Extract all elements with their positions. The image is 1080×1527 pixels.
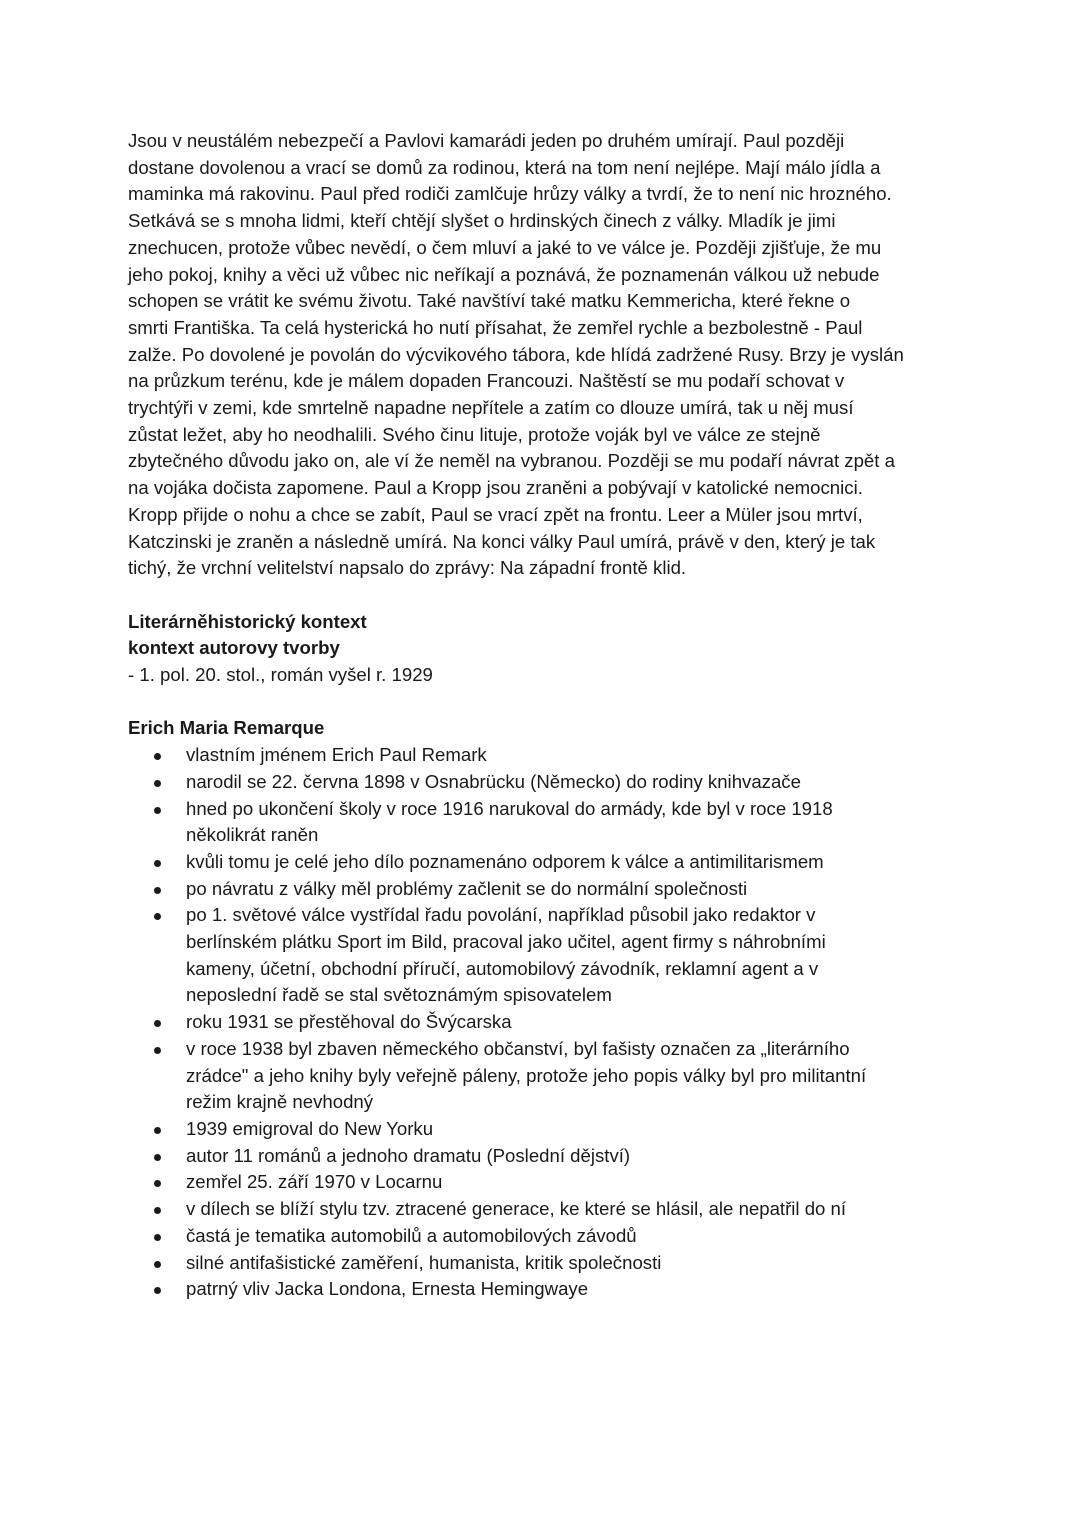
bullet-icon — [154, 807, 161, 814]
list-item-text: režim krajně nevhodný — [186, 1091, 374, 1113]
author-heading: Erich Maria Remarque — [128, 717, 325, 739]
list-item — [128, 849, 958, 876]
list-item-text: neposlední řadě se stal světoznámým spisovatelem — [186, 984, 612, 1006]
bullet-icon — [154, 1047, 161, 1054]
bullet-icon — [154, 780, 161, 787]
bullet-icon — [154, 1180, 161, 1187]
list-item — [128, 902, 958, 1009]
context-section — [128, 609, 958, 689]
list-item-text: po návratu z války měl problémy začlenit se do normální společnosti — [186, 877, 748, 899]
paragraph-line: na průzkum terénu, kde je málem dopaden Francouzi. Naštěstí se mu podaří schovat v — [128, 370, 845, 392]
list-item — [128, 1169, 958, 1196]
list-item — [128, 769, 958, 796]
author-bullet-list — [128, 742, 958, 1303]
paragraph-line: dostane dovolenou a vrací se domů za rodinou, která na tom není nejlépe. Mají málo jídla a — [128, 156, 881, 178]
list-item-text: kvůli tomu je celé jeho dílo poznamenáno odporem k válce a antimilitarismem — [186, 850, 824, 872]
paragraph-line: schopen se vrátit ke svému životu. Také navštíví také matku Kemmericha, které řekne o — [128, 290, 851, 312]
list-item-text: vlastním jménem Erich Paul Remark — [186, 744, 487, 766]
paragraph-line: maminka má rakovinu. Paul před rodiči zamlčuje hrůzy války a tvrdí, že to není nic hrozného. — [128, 183, 892, 205]
list-item — [128, 1250, 958, 1277]
list-item — [128, 876, 958, 903]
bullet-icon — [154, 1127, 161, 1134]
summary-paragraph — [128, 128, 958, 582]
list-item-text: 1939 emigroval do New Yorku — [186, 1117, 434, 1139]
paragraph-line: trychtýři v zemi, kde smrtelně napadne nepřítele a zatím co dlouze umírá, tak u něj musí — [128, 397, 854, 419]
document-page — [128, 128, 958, 1303]
bullet-icon — [154, 1154, 161, 1161]
bullet-icon — [154, 860, 161, 867]
list-item-text: zrádce" a jeho knihy byly veřejně páleny, protože jeho popis války byl pro militantní — [186, 1064, 867, 1086]
list-item-text: silné antifašistické zaměření, humanista, kritik společnosti — [186, 1251, 662, 1273]
list-item-text: kameny, účetní, obchodní příručí, automobilový závodník, reklamní agent a v — [186, 957, 819, 979]
list-item — [128, 1196, 958, 1223]
list-item-text: roku 1931 se přestěhoval do Švýcarska — [186, 1011, 512, 1033]
bullet-icon — [154, 1261, 161, 1268]
list-item-text: patrný vliv Jacka Londona, Ernesta Hemingwaye — [186, 1278, 589, 1300]
list-item — [128, 1009, 958, 1036]
bullet-icon — [154, 887, 161, 894]
context-note: - 1. pol. 20. stol., román vyšel r. 1929 — [128, 664, 433, 686]
paragraph-line: jeho pokoj, knihy a věci už vůbec nic neříkají a poznává, že poznamenán válkou už nebude — [128, 263, 880, 285]
spacer — [128, 582, 958, 609]
list-item-text: častá je tematika automobilů a automobilových závodů — [186, 1224, 637, 1246]
list-item — [128, 742, 958, 769]
context-subheading: kontext autorovy tvorby — [128, 637, 340, 659]
bullet-icon — [154, 1287, 161, 1294]
list-item-text: několikrát raněn — [186, 824, 319, 846]
paragraph-line: Jsou v neustálém nebezpečí a Pavlovi kamarádi jeden po druhém umírají. Paul později — [128, 130, 845, 151]
list-item — [128, 1036, 958, 1116]
list-item — [128, 1276, 958, 1303]
list-item-text: v dílech se blíží stylu tzv. ztracené generace, ke které se hlásil, ale nepatřil do ní — [186, 1198, 847, 1220]
list-item — [128, 1116, 958, 1143]
list-item — [128, 796, 958, 849]
paragraph-line: tichý, že vrchní velitelství napsalo do zprávy: Na západní frontě klid. — [128, 557, 687, 579]
list-item-text: zemřel 25. září 1970 v Locarnu — [186, 1171, 443, 1193]
paragraph-line: Katczinski je zraněn a následně umírá. Na konci války Paul umírá, právě v den, který je tak — [128, 530, 876, 552]
bullet-icon — [154, 753, 161, 760]
list-item-text: autor 11 románů a jednoho dramatu (Poslední dějství) — [186, 1144, 631, 1166]
list-item-text: berlínském plátku Sport im Bild, pracoval jako učitel, agent firmy s náhrobními — [186, 931, 826, 953]
bullet-icon — [154, 1234, 161, 1241]
list-item — [128, 1223, 958, 1250]
author-section — [128, 715, 958, 1302]
paragraph-line: zalže. Po dovolené je povolán do výcvikového tábora, kde hlídá zadržené Rusy. Brzy je vyslán — [128, 343, 904, 365]
paragraph-line: zůstat ležet, aby ho neodhalili. Svého činu lituje, protože voják byl ve válce ze stejně — [128, 423, 821, 445]
bullet-icon — [154, 1207, 161, 1214]
list-item-text: v roce 1938 byl zbaven německého občanství, byl fašisty označen za „literárního — [186, 1037, 850, 1059]
list-item-text: hned po ukončení školy v roce 1916 narukoval do armády, kde byl v roce 1918 — [186, 797, 833, 819]
list-item — [128, 1143, 958, 1170]
paragraph-line: Setkává se s mnoha lidmi, kteří chtějí slyšet o hrdinských činech z války. Mladík je jimi — [128, 210, 836, 232]
bullet-icon — [154, 1020, 161, 1027]
spacer — [128, 689, 958, 716]
context-heading: Literárněhistorický kontext — [128, 610, 367, 632]
paragraph-line: znechucen, protože vůbec nevědí, o čem mluví a jaké to ve válce je. Později zjišťuje, že mu — [128, 236, 882, 258]
paragraph-line: zbytečného důvodu jako on, ale ví že neměl na vybranou. Později se mu podaří návrat zpět a — [128, 450, 895, 472]
bullet-icon — [154, 913, 161, 920]
list-item-text: po 1. světové válce vystřídal řadu povolání, například působil jako redaktor v — [186, 904, 816, 926]
paragraph-line: na vojáka dočista zapomene. Paul a Kropp jsou zraněni a pobývají v katolické nemocnici. — [128, 477, 863, 499]
paragraph-line: smrti Františka. Ta celá hysterická ho nutí přísahat, že zemřel rychle a bezbolestně - Paul — [128, 316, 863, 338]
paragraph-line: Kropp přijde o nohu a chce se zabít, Paul se vrací zpět na frontu. Leer a Müler jsou mrtví, — [128, 503, 863, 525]
list-item-text: narodil se 22. června 1898 v Osnabrücku (Německo) do rodiny knihvazače — [186, 770, 801, 792]
